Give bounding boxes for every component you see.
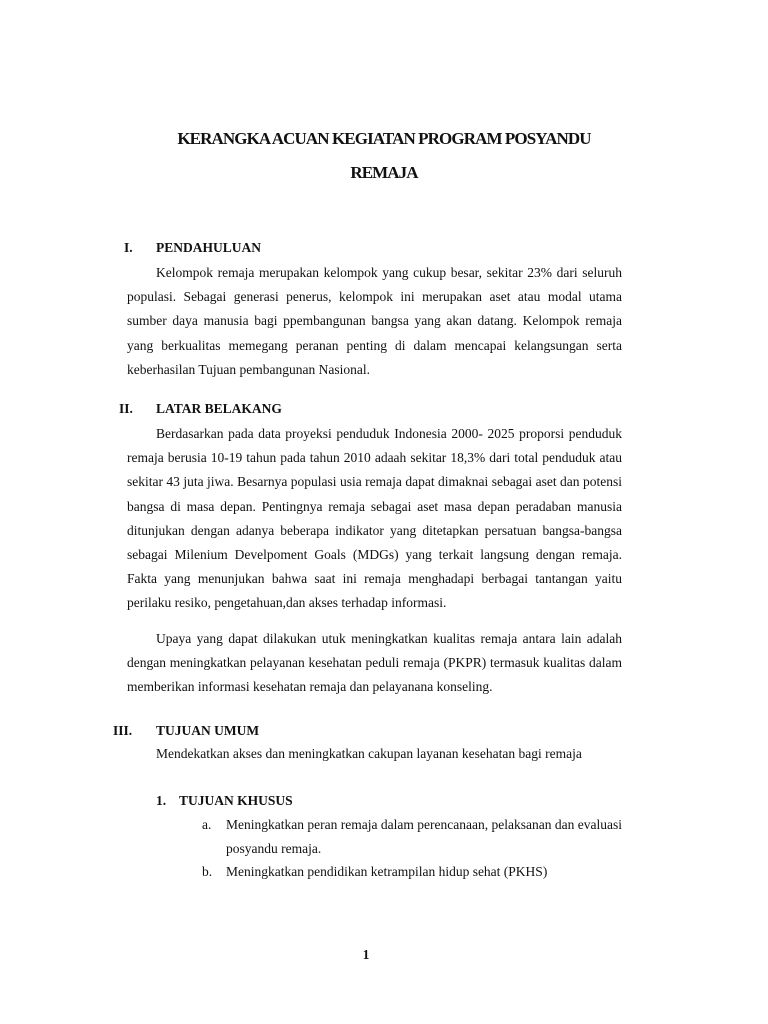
page-number: 1 — [362, 947, 370, 962]
subsection-1-number: 1. — [156, 793, 167, 808]
section-3-text: Mendekatkan akses dan meningkatkan cakupan layanan kesehatan bagi remaja — [156, 746, 582, 761]
section-2-paragraph-1: Berdasarkan pada data proyeksi penduduk Indonesia 2000- 2025 proporsi penduduk remaja berusia 10-19 tahun pada tahun 2010 adaah sekitar 18,3% dari total penduduk atau sekitar 43 juta jiwa. Besarnya populasi usia remaja dapat dimaknai sebagai aset dan potensi bangsa di masa depan. Pentingnya remaja sebagai aset masa depan peradaban manusia ditunjukan dengan adanya beberapa indikator yang ditetapkan persatuan bangsa-bangsa sebagai Milenium Develpoment Goals (MDGs) yang terkait langsung dengan remaja. Fakta yang menunjukan bahwa saat ini remaja menghadapi berbagai tantangan yaitu perilaku resiko, pengetahuan,dan akses terhadap informasi. — [127, 426, 622, 611]
section-2-heading: LATAR BELAKANG — [156, 401, 282, 416]
list-item-a-letter: a. — [202, 817, 212, 832]
section-1-paragraph-1: Kelompok remaja merupakan kelompok yang cukup besar, sekitar 23% dari seluruh populasi. Sebagai generasi penerus, kelompok ini merupakan aset atau modal utama sumber daya manusia bagi ppembangunan bangsa yang akan datang. Kelompok remaja yang berkualitas memegang peranan penting di dalam mencapai kelangsungan serta keberhasilan Tujuan pembangunan Nasional. — [127, 265, 622, 377]
section-2-paragraph-2: Upaya yang dapat dilakukan utuk meningkatkan kualitas remaja antara lain adalah dengan meningkatkan pelayanan kesehatan peduli remaja (PKPR) termasuk kualitas dalam memberikan informasi kesehatan remaja dan pelayanana konseling. — [127, 631, 622, 695]
subsection-1-heading: TUJUAN KHUSUS — [179, 793, 293, 808]
section-1-number: I. — [124, 240, 133, 255]
section-3-number: III. — [113, 723, 133, 738]
section-2-number: II. — [119, 401, 133, 416]
list-item-b-text: Meningkatkan pendidikan ketrampilan hidup sehat (PKHS) — [226, 864, 548, 879]
list-item-b-letter: b. — [202, 864, 213, 879]
list-item-a-text: Meningkatkan peran remaja dalam perencanaan, pelaksanan dan evaluasi posyandu remaja. — [226, 817, 622, 857]
document-title-line-2: REMAJA — [350, 163, 418, 182]
section-3-heading: TUJUAN UMUM — [156, 723, 260, 738]
document-title-line-1: KERANGKA ACUAN KEGIATAN PROGRAM POSYANDU — [177, 129, 591, 148]
section-1-heading: PENDAHULUAN — [156, 240, 262, 255]
